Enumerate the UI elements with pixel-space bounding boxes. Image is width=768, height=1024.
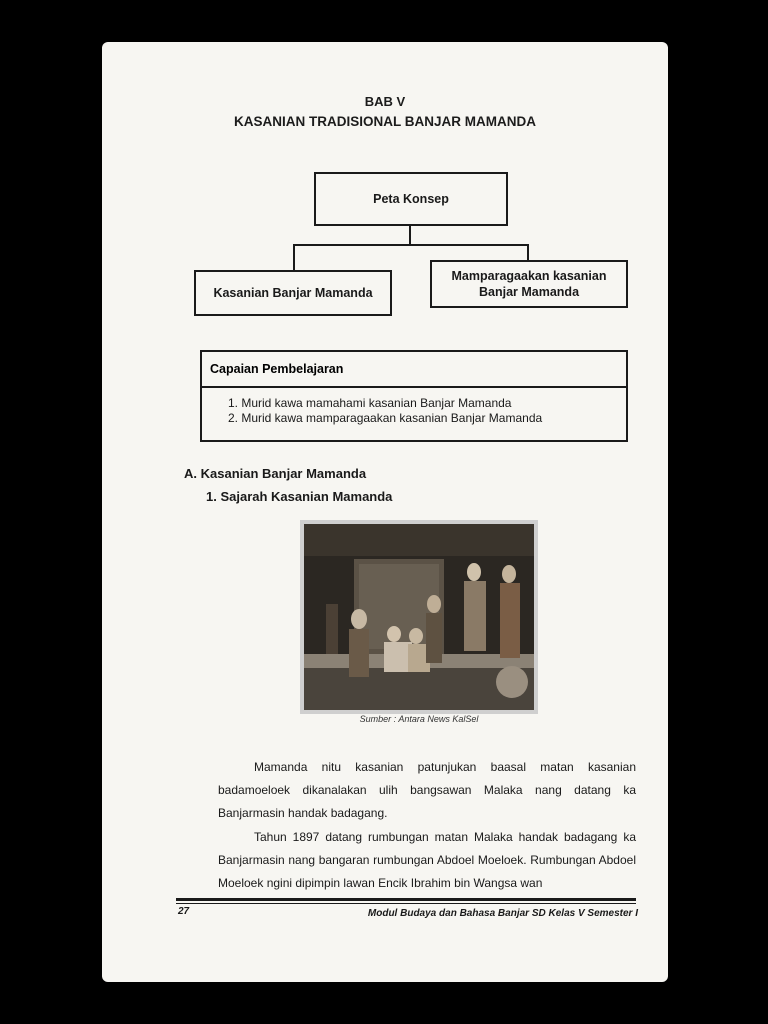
body-paragraph: Tahun 1897 datang rumbungan matan Malaka handak badagang ka Banjarmasin nang bangaran rumbungan Abdoel Moeloek. Rumbungan Abdoel Moeloek ngini dipimpin lawan Encik Ibrahim bin Wangsa wan: [218, 830, 636, 890]
book-title: Modul Budaya dan Bahasa Banjar SD Kelas V Semester I: [367, 908, 638, 919]
learning-outcomes-heading: Capaian Pembelajaran: [210, 362, 344, 376]
list-item: 2. Murid kawa mamparagaakan kasanian Banjar Mamanda: [228, 411, 543, 425]
learning-outcomes-box: [200, 350, 628, 442]
concept-map-right: [430, 260, 628, 308]
document-page: [102, 42, 668, 982]
performance-photo: [300, 520, 538, 714]
concept-map-right-line1: Mamparagaakan kasanian: [451, 269, 607, 283]
connector-line: [293, 244, 295, 270]
body-paragraph: Mamanda nitu kasanian patunjukan baasal matan kasanian badamoeloek dikanalakan ulih bangsawan Malaka nang datang ka Banjarmasin handak badagang.: [218, 760, 636, 820]
connector-line: [293, 244, 529, 246]
page-number: 27: [178, 906, 190, 917]
footer-rule: [176, 898, 636, 901]
concept-map-left: [194, 270, 392, 316]
concept-map-left-label: Kasanian Banjar Mamanda: [213, 286, 373, 300]
footer-rule: [176, 903, 636, 904]
concept-map-right-line2: Banjar Mamanda: [478, 285, 580, 299]
list-item: 1. Murid kawa mamahami kasanian Banjar Mamanda: [228, 396, 512, 410]
section-subheading: 1. Sajarah Kasanian Mamanda: [206, 489, 393, 504]
concept-map-root-label: Peta Konsep: [373, 192, 449, 206]
stage-performance-image: [304, 524, 534, 710]
learning-outcomes-header: [202, 352, 626, 388]
chapter-title: KASANIAN TRADISIONAL BANJAR MAMANDA: [234, 114, 536, 129]
learning-outcomes-list: [202, 388, 626, 426]
section-heading: A. Kasanian Banjar Mamanda: [184, 466, 367, 481]
chapter-label: BAB V: [364, 94, 406, 109]
concept-map-root: [314, 172, 508, 226]
figure-caption: Sumber : Antara News KalSel: [359, 714, 479, 724]
connector-line: [409, 224, 411, 246]
